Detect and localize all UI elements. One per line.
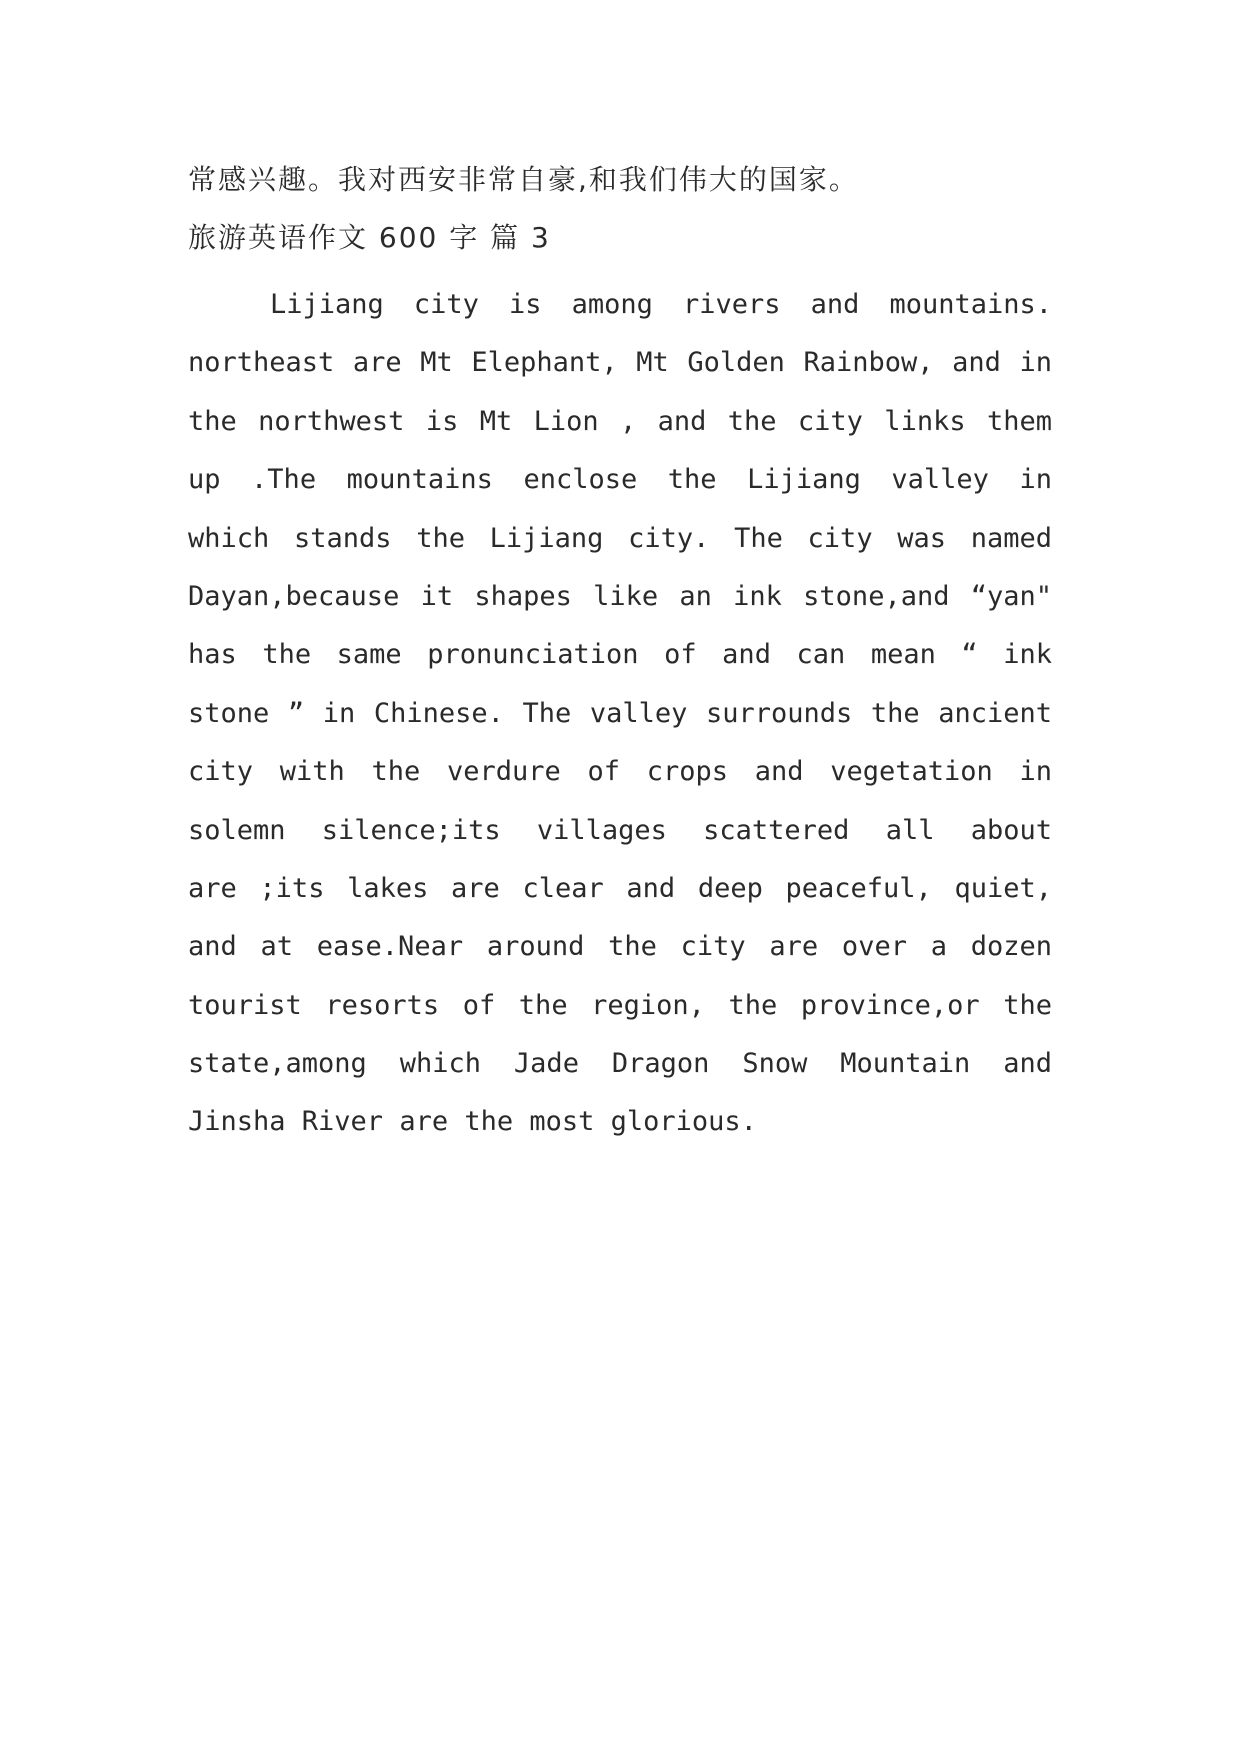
- paragraph-line: Lijiang city is among rivers and mountains.: [270, 289, 1052, 320]
- english-paragraph: [188, 276, 1052, 1152]
- paragraph-line: up .The mountains enclose the Lijiang valley in: [188, 464, 1052, 496]
- intro-line: 常感兴趣。我对西安非常自豪,和我们伟大的国家。: [188, 163, 859, 196]
- document-body: [188, 160, 1052, 1152]
- paragraph-line: tourist resorts of the region, the province,or the: [188, 989, 1052, 1021]
- paragraph-line: Jinsha River are the most glorious.: [188, 1106, 757, 1138]
- paragraph-line: are ;its lakes are clear and deep peaceful, quiet,: [188, 872, 1052, 904]
- paragraph-line: has the same pronunciation of and can mean “ ink: [188, 639, 1052, 671]
- paragraph-line: and at ease.Near around the city are over a dozen: [188, 931, 1052, 963]
- paragraph-line: northeast are Mt Elephant, Mt Golden Rainbow, and in: [188, 347, 1052, 379]
- section-heading: 旅游英语作文 600 字 篇 3: [188, 221, 551, 254]
- paragraph-line: which stands the Lijiang city. The city was named: [188, 522, 1052, 554]
- paragraph-line: the northwest is Mt Lion , and the city links them: [188, 405, 1052, 437]
- paragraph-line: solemn silence;its villages scattered all about: [188, 814, 1052, 846]
- paragraph-line: city with the verdure of crops and vegetation in: [188, 756, 1052, 788]
- paragraph-line: state,among which Jade Dragon Snow Mountain and: [188, 1048, 1052, 1080]
- paragraph-line: stone ” in Chinese. The valley surrounds the ancient: [188, 697, 1052, 729]
- paragraph-line: Dayan,because it shapes like an ink stone,and “yan": [188, 580, 1052, 612]
